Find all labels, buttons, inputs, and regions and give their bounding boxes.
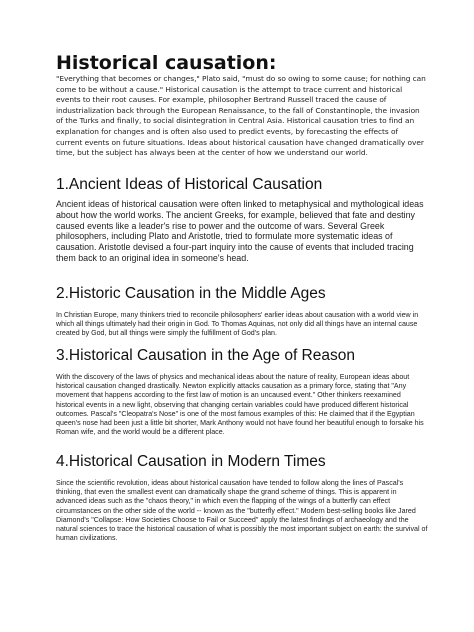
section-2-heading: 2.Historic Causation in the Middle Ages	[56, 285, 326, 302]
document-title: Historical causation:	[56, 52, 277, 74]
section-4-body: Since the scientific revolution, ideas about historical causation have tended to follow along the lines of Pascal's thinking, that even the smallest event can dramatically shape the grand scheme of things. This is apparent in advanced ideas such as the "chaos theory," in which even the flapping of the wings of a butterfly can effect circumstances on the other side of the world -- known as the "butterfly effect." Modern best-selling books like Jared Diamond's "Collapse: How Societies Choose to Fail or Succeed" apply the latest findings of archaeology and the natural sciences to trace the historical causation of what is possibly the most important subject on earth: the survival of human civilizations.	[56, 479, 428, 543]
intro-paragraph: "Everything that becomes or changes," Plato said, "must do so owing to some cause; for nothing can come to be without a cause." Historical causation is the attempt to trace current and historical events to their root causes. For example, philosopher Bertrand Russell traced the cause of industrialization back through the European Renaissance, to the fall of Constantinople, the invasion of the Turks and finally, to social disintegration in Central Asia. Historical causation tries to find an explanation for changes and is often also used to predict events, by forecasting the effects of current events on future situations. Ideas about historical causation have changed dramatically over time, but the subject has always been at the center of how we understand our world.	[56, 74, 426, 158]
section-1-heading: 1.Ancient Ideas of Historical Causation	[56, 176, 323, 193]
section-3-heading: 3.Historical Causation in the Age of Reason	[56, 347, 355, 364]
section-3-body: With the discovery of the laws of physics and mechanical ideas about the nature of reality, European ideas about historical causation changed drastically. Newton explicitly attacks causation as a primary force, stating that "Any movement that happens according to the first law of motion is an uncaused event." Other thinkers reexamined historical events in a new light, observing that changing certain variables could have produced different historical outcomes. Pascal's "Cleopatra's Nose" is one of the most famous examples of this: He claimed that if the Egyptian queen's nose had been just a little bit shorter, Mark Anthony would not have found her beautiful enough to forsake his Roman wife, and the world would be a different place.	[56, 373, 424, 437]
section-2-body: In Christian Europe, many thinkers tried to reconcile philosophers' earlier ideas about causation with a world view in which all things ultimately had their origin in God. To Thomas Aquinas, not only did all things have an internal cause created by God, but all things were simply the fulfillment of God's plan.	[56, 311, 419, 338]
section-4-heading: 4.Historical Causation in Modern Times	[56, 453, 326, 470]
section-1-body: Ancient ideas of historical causation were often linked to metaphysical and mythological ideas about how the world works. The ancient Greeks, for example, believed that fate and destiny caused events like a leader's rise to power and the outcome of wars. Several Greek philosophers, including Plato and Aristotle, tried to formulate more systematic ideas of causation. Aristotle devised a four-part inquiry into the cause of events that included tracing them back to an original idea in someone's head.	[56, 199, 424, 263]
